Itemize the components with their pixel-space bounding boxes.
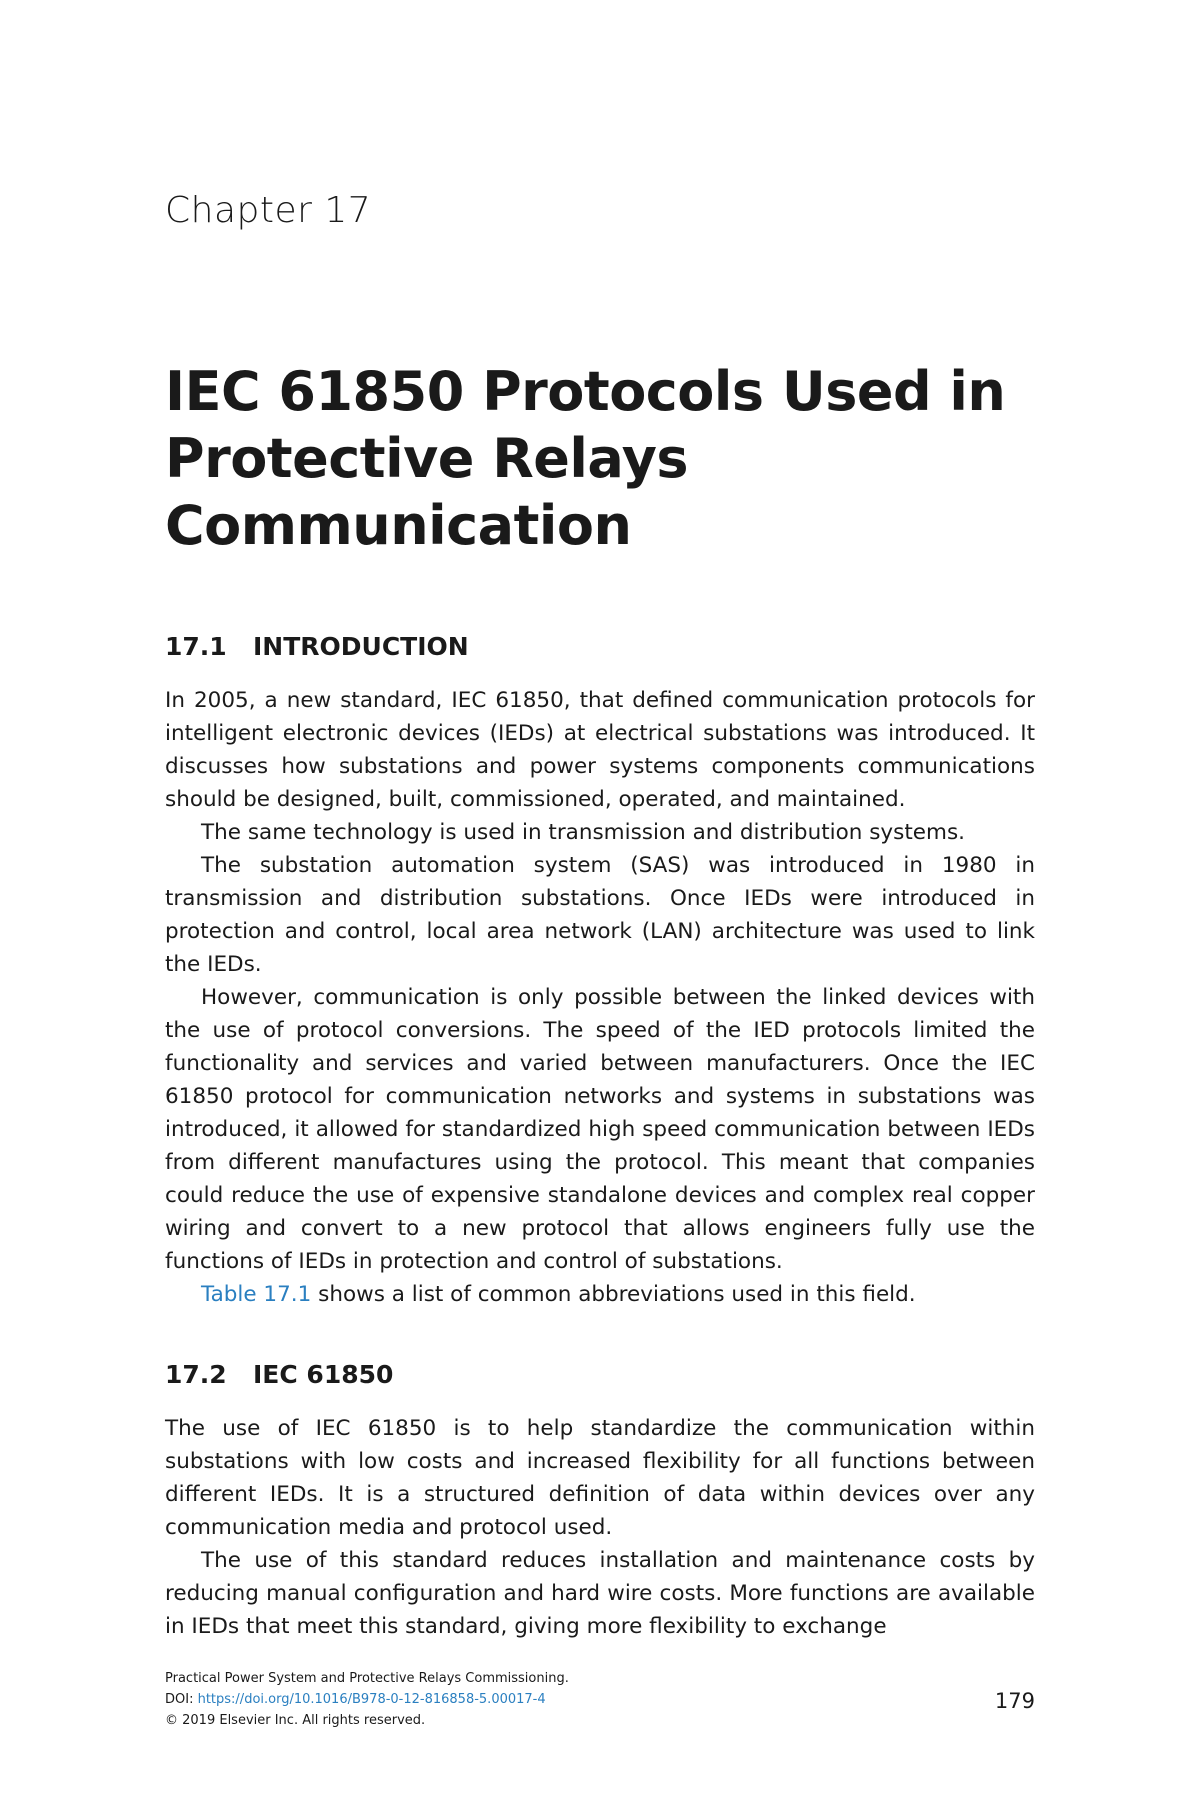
paragraph: However, communication is only possible between the linked devices with the use of protocol conversions. The speed of the IED protocols limited the functionality and services and varied between manufacturers. Once the IEC 61850 protocol for communication networks and systems in substations was introduced, it allowed for standardized high speed communication between IEDs from different manufactures using the protocol. This meant that companies could reduce the use of expensive standalone devices and complex real copper wiring and convert to a new protocol that allows engineers fully use the functions of IEDs in protection and control of substations. — [165, 985, 1035, 1274]
doi-line — [165, 1689, 569, 1710]
paragraph-table-reference — [165, 1278, 1035, 1311]
section-title: IEC 61850 — [253, 1360, 394, 1389]
paragraph: The use of this standard reduces installation and maintenance costs by reducing manual configuration and hard wire costs. More functions are available in IEDs that meet this standard, giving more flexibility to exchange — [165, 1548, 1035, 1639]
page-footer — [165, 1668, 569, 1731]
section-heading-iec-61850 — [165, 1360, 393, 1389]
chapter-label: Chapter 17 — [165, 190, 372, 231]
page-number: 179 — [994, 1689, 1035, 1713]
chapter-title: IEC 61850 Protocols Used in Protective Relays Communication — [165, 360, 1006, 557]
table-reference-text: shows a list of common abbreviations used in this field. — [311, 1282, 916, 1307]
doi-link[interactable]: https://doi.org/10.1016/B978-0-12-816858-5.00017-4 — [197, 1692, 546, 1707]
paragraph: In 2005, a new standard, IEC 61850, that defined communication protocols for intelligent electronic devices (IEDs) at electrical substations was introduced. It discusses how substations and power systems components communications should be designed, built, commissioned, operated, and maintained. — [165, 688, 1035, 812]
paragraph: The use of IEC 61850 is to help standardize the communication within substations with low costs and increased flexibility for all functions between different IEDs. It is a structured definition of data within devices over any communication media and protocol used. — [165, 1416, 1035, 1540]
copyright: © 2019 Elsevier Inc. All rights reserved. — [165, 1713, 426, 1728]
table-17-1-link[interactable]: Table 17.1 — [201, 1282, 312, 1307]
section-body-iec-61850 — [165, 1412, 1035, 1643]
paragraph: The substation automation system (SAS) was introduced in 1980 in transmission and distribution substations. Once IEDs were introduced in protection and control, local area network (LAN) architecture was used to link the IEDs. — [165, 853, 1035, 977]
section-number: 17.1 — [165, 632, 227, 661]
paragraph: The same technology is used in transmission and distribution systems. — [201, 820, 965, 845]
section-heading-introduction — [165, 632, 469, 661]
doi-label: DOI: — [165, 1692, 198, 1707]
section-number: 17.2 — [165, 1360, 227, 1389]
book-title: Practical Power System and Protective Relays Commissioning. — [165, 1671, 569, 1686]
section-body-introduction — [165, 684, 1035, 1311]
section-title: INTRODUCTION — [253, 632, 469, 661]
